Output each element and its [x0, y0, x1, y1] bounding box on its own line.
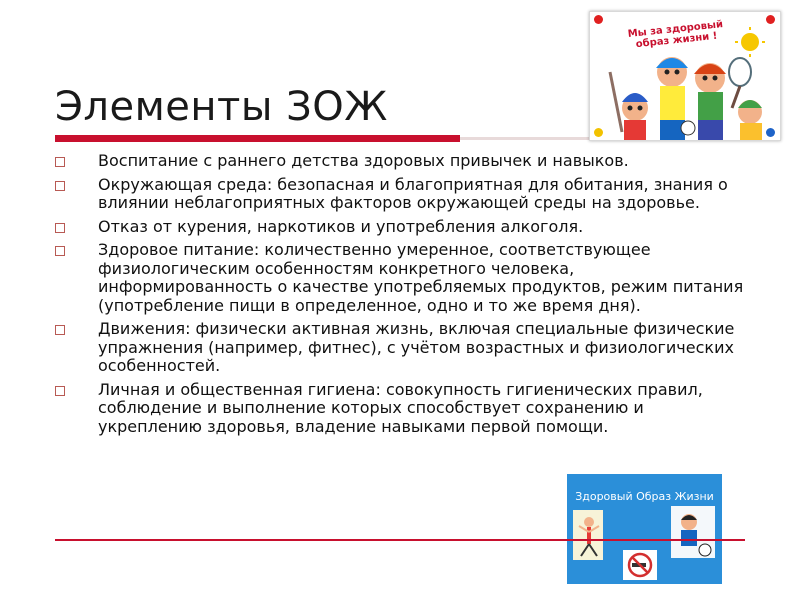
bullet-item — [55, 176, 745, 213]
bullet-list — [55, 152, 745, 441]
square-bullet-icon — [55, 157, 65, 167]
bullet-item — [55, 152, 745, 171]
bullet-text: Воспитание с раннего детства здоровых привычек и навыков. — [98, 151, 629, 170]
bullet-text: Окружающая среда: безопасная и благоприятная для обитания, знания о влиянии неблагоприятных факторов окружающей среды на здоровье. — [98, 174, 728, 212]
square-bullet-icon — [55, 386, 65, 396]
square-bullet-icon — [55, 246, 65, 256]
bullet-item — [55, 320, 745, 376]
title-underline-accent — [55, 135, 460, 142]
bullet-text: Отказ от курения, наркотиков и употребления алкоголя. — [98, 216, 584, 236]
bullet-item — [55, 218, 745, 237]
square-bullet-icon — [55, 223, 65, 233]
title-underline — [55, 137, 590, 140]
bullet-text: Здоровое питание: количественно умеренное, соответствующее физиологическим особенностям конкретного человека, информированность о качестве употребляемых продуктов, режим питания (употребление пищи в определенное, одно и то же время дня). — [98, 240, 744, 315]
bullet-text: Движения: физически активная жизнь, включая специальные физические упражнения (например, фитнес), с учётом возрастных и физиологических особенностей. — [98, 319, 735, 375]
slide-title: Элементы ЗОЖ — [55, 84, 388, 130]
poster-caption: Мы за здоровый образ жизни ! — [627, 19, 724, 51]
bullet-item — [55, 241, 745, 315]
card-title: Здоровый Образ Жизни — [575, 490, 714, 503]
square-bullet-icon — [55, 325, 65, 335]
healthy-lifestyle-card — [567, 474, 722, 584]
bottom-divider — [55, 539, 745, 541]
bullet-item — [55, 381, 745, 437]
card-illustration — [567, 474, 722, 584]
healthy-lifestyle-poster — [589, 11, 781, 141]
children-sports-illustration — [590, 12, 780, 140]
square-bullet-icon — [55, 181, 65, 191]
bullet-text: Личная и общественная гигиена: совокупность гигиенических правил, соблюдение и выполнение которых способствует сохранению и укреплению здоровья, владение навыками первой помощи. — [98, 379, 703, 436]
